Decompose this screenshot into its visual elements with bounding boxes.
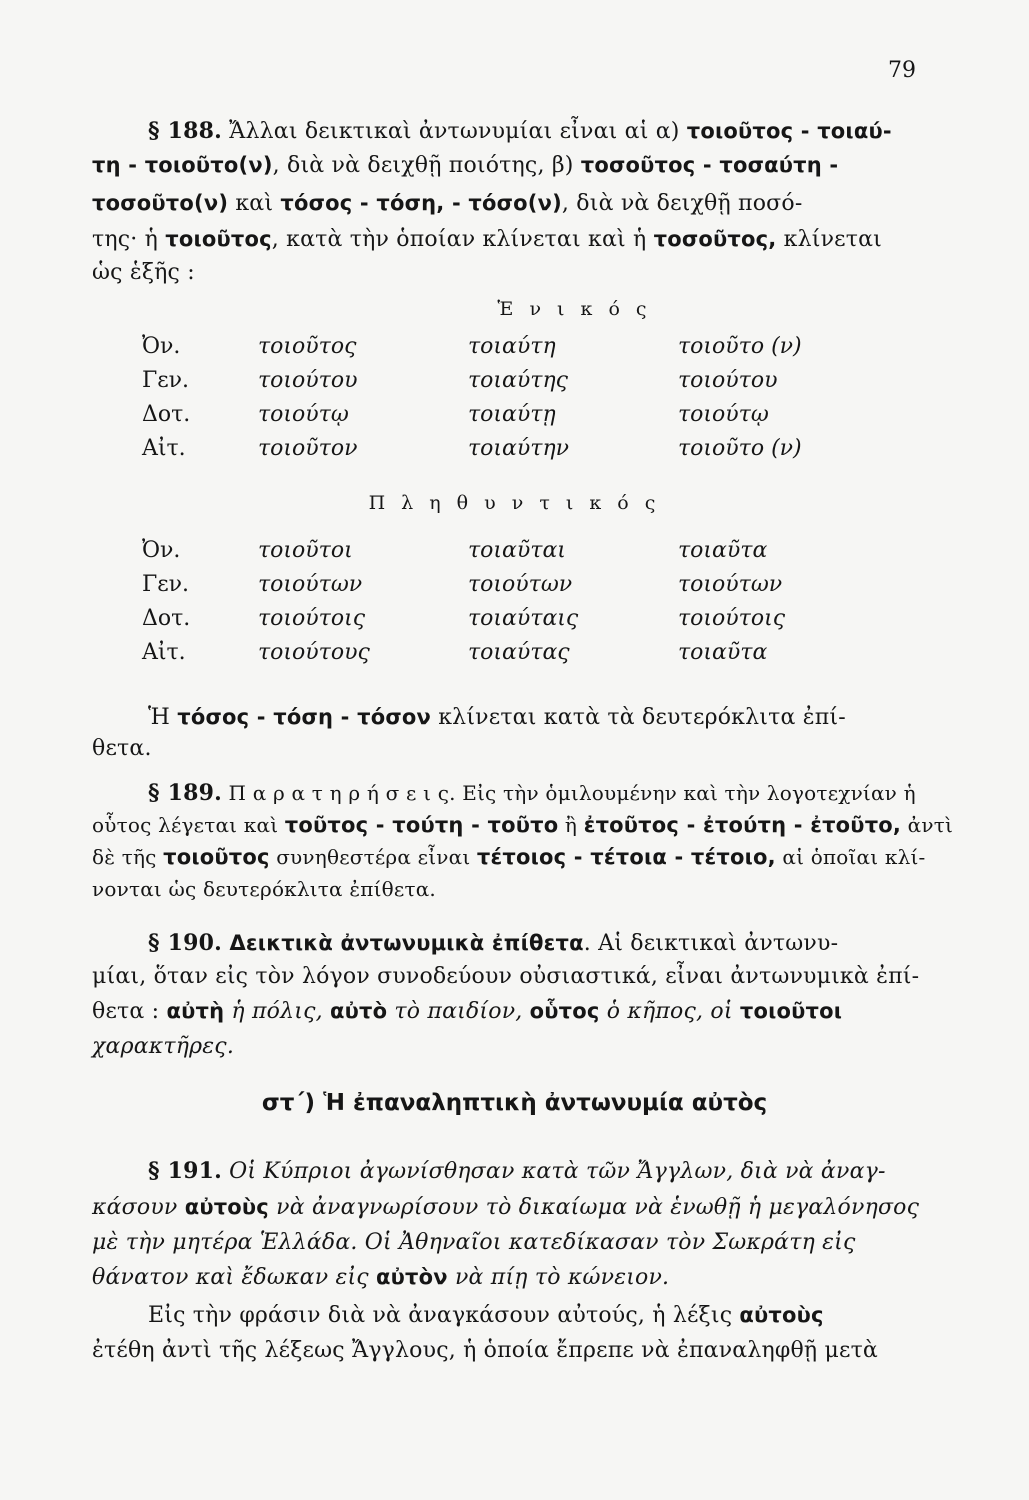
s190-line-1: § 190. Δεικτικὰ ἀντωνυμικὰ ἐπίθετα. Αἱ δεικτικαὶ ἀντωνυ- [148, 930, 839, 956]
s189-line-3: δὲ τῆς τοιοῦτος συνηθεστέρα εἶναι τέτοιος - τέτοια - τέτοιο, αἱ ὁποῖαι κλί- [92, 845, 926, 869]
section-heading: στ΄) Ἡ ἐπαναληπτικὴ ἀντωνυμία αὐτὸς [261, 1090, 768, 1116]
singular-heading: Ἑ ν ι κ ό ς [497, 298, 652, 320]
s191-line-6: ἐτέθη ἀντὶ τῆς λέξεως Ἄγγλους, ἡ ὁποία ἔπρεπε νὰ ἐπαναληφθῇ μετὰ [92, 1338, 878, 1363]
s188-line-1: § 188. Ἄλλαι δεικτικαὶ ἀντωνυμίαι εἶναι αἱ α) τοιοῦτος - τοιαύ- [148, 118, 892, 144]
s191-line-2: κάσουν αὐτοὺς νὰ ἀναγνωρίσουν τὸ δικαίωμα νὰ ἑνωθῇ ἡ μεγαλόνησος [92, 1195, 920, 1220]
s190-line-2: μίαι, ὅταν εἰς τὸν λόγον συνοδεύουν οὐσιαστικά, εἶναι ἀντωνυμικὰ ἐπί- [92, 964, 920, 989]
table-row: Δοτ. τοιούτῳ τοιαύτῃ τοιούτῳ [142, 402, 769, 427]
table-row: Ὀν. τοιοῦτοι τοιαῦται τοιαῦτα [142, 538, 768, 563]
plural-heading: Π λ η θ υ ν τ ι κ ό ς [368, 492, 661, 514]
s191-line-1: § 191. Οἱ Κύπριοι ἀγωνίσθησαν κατὰ τῶν Ἄγγλων, διὰ νὰ ἀναγ- [148, 1158, 886, 1184]
table-row: Δοτ. τοιούτοις τοιαύταις τοιούτοις [142, 606, 786, 631]
s189-line-2: οὗτος λέγεται καὶ τοῦτος - τούτη - τοῦτο ἢ ἐτοῦτος - ἐτούτη - ἐτοῦτο, ἀντὶ [92, 813, 954, 837]
table-row: Γεν. τοιούτων τοιούτων τοιούτων [142, 572, 783, 597]
s188-line-3: τοσοῦτο(ν) καὶ τόσος - τόση, - τόσο(ν), διὰ νὰ δειχθῇ ποσό- [92, 191, 803, 216]
page-number: 79 [888, 58, 916, 83]
s188-line-4: της· ἡ τοιοῦτος, κατὰ τὴν ὁποίαν κλίνεται καὶ ἡ τοσοῦτος, κλίνεται [92, 227, 883, 252]
s188-line-5: ὡς ἑξῆς : [92, 260, 195, 285]
s191-line-3: μὲ τὴν μητέρα Ἑλλάδα. Οἱ Ἀθηναῖοι κατεδίκασαν τὸν Σωκράτη εἰς [92, 1230, 856, 1255]
s191-line-5: Εἰς τὴν φράσιν διὰ νὰ ἀναγκάσουν αὐτούς, ἡ λέξις αὐτοὺς [148, 1303, 824, 1328]
tosos-line-2: θετα. [92, 736, 152, 761]
table-row: Αἰτ. τοιούτους τοιαύτας τοιαῦτα [142, 640, 768, 665]
table-row: Αἰτ. τοιοῦτον τοιαύτην τοιοῦτο (ν) [142, 436, 802, 461]
s189-line-4: νονται ὡς δευτερόκλιτα ἐπίθετα. [92, 877, 436, 901]
s188-line-2: τη - τοιοῦτο(ν), διὰ νὰ δειχθῇ ποιότης, β) τοσοῦτος - τοσαύτη - [92, 153, 839, 178]
s190-line-4: χαρακτῆρες. [92, 1034, 235, 1059]
s191-line-4: θάνατον καὶ ἔδωκαν εἰς αὐτὸν νὰ πίῃ τὸ κώνειον. [92, 1265, 670, 1290]
table-row: Γεν. τοιούτου τοιαύτης τοιούτου [142, 368, 778, 393]
s189-line-1: § 189. Π α ρ α τ η ρ ή σ ε ι ς. Εἰς τὴν ὁμιλουμένην καὶ τὴν λογοτεχνίαν ἡ [148, 780, 916, 806]
tosos-line-1: Ἡ τόσος - τόση - τόσον κλίνεται κατὰ τὰ δευτερόκλιτα ἐπί- [148, 705, 846, 730]
table-row: Ὀν. τοιοῦτος τοιαύτη τοιοῦτο (ν) [142, 334, 802, 359]
s190-line-3: θετα : αὐτὴ ἡ πόλις, αὐτὸ τὸ παιδίον, οὗτος ὁ κῆπος, οἱ τοιοῦτοι [92, 999, 843, 1024]
